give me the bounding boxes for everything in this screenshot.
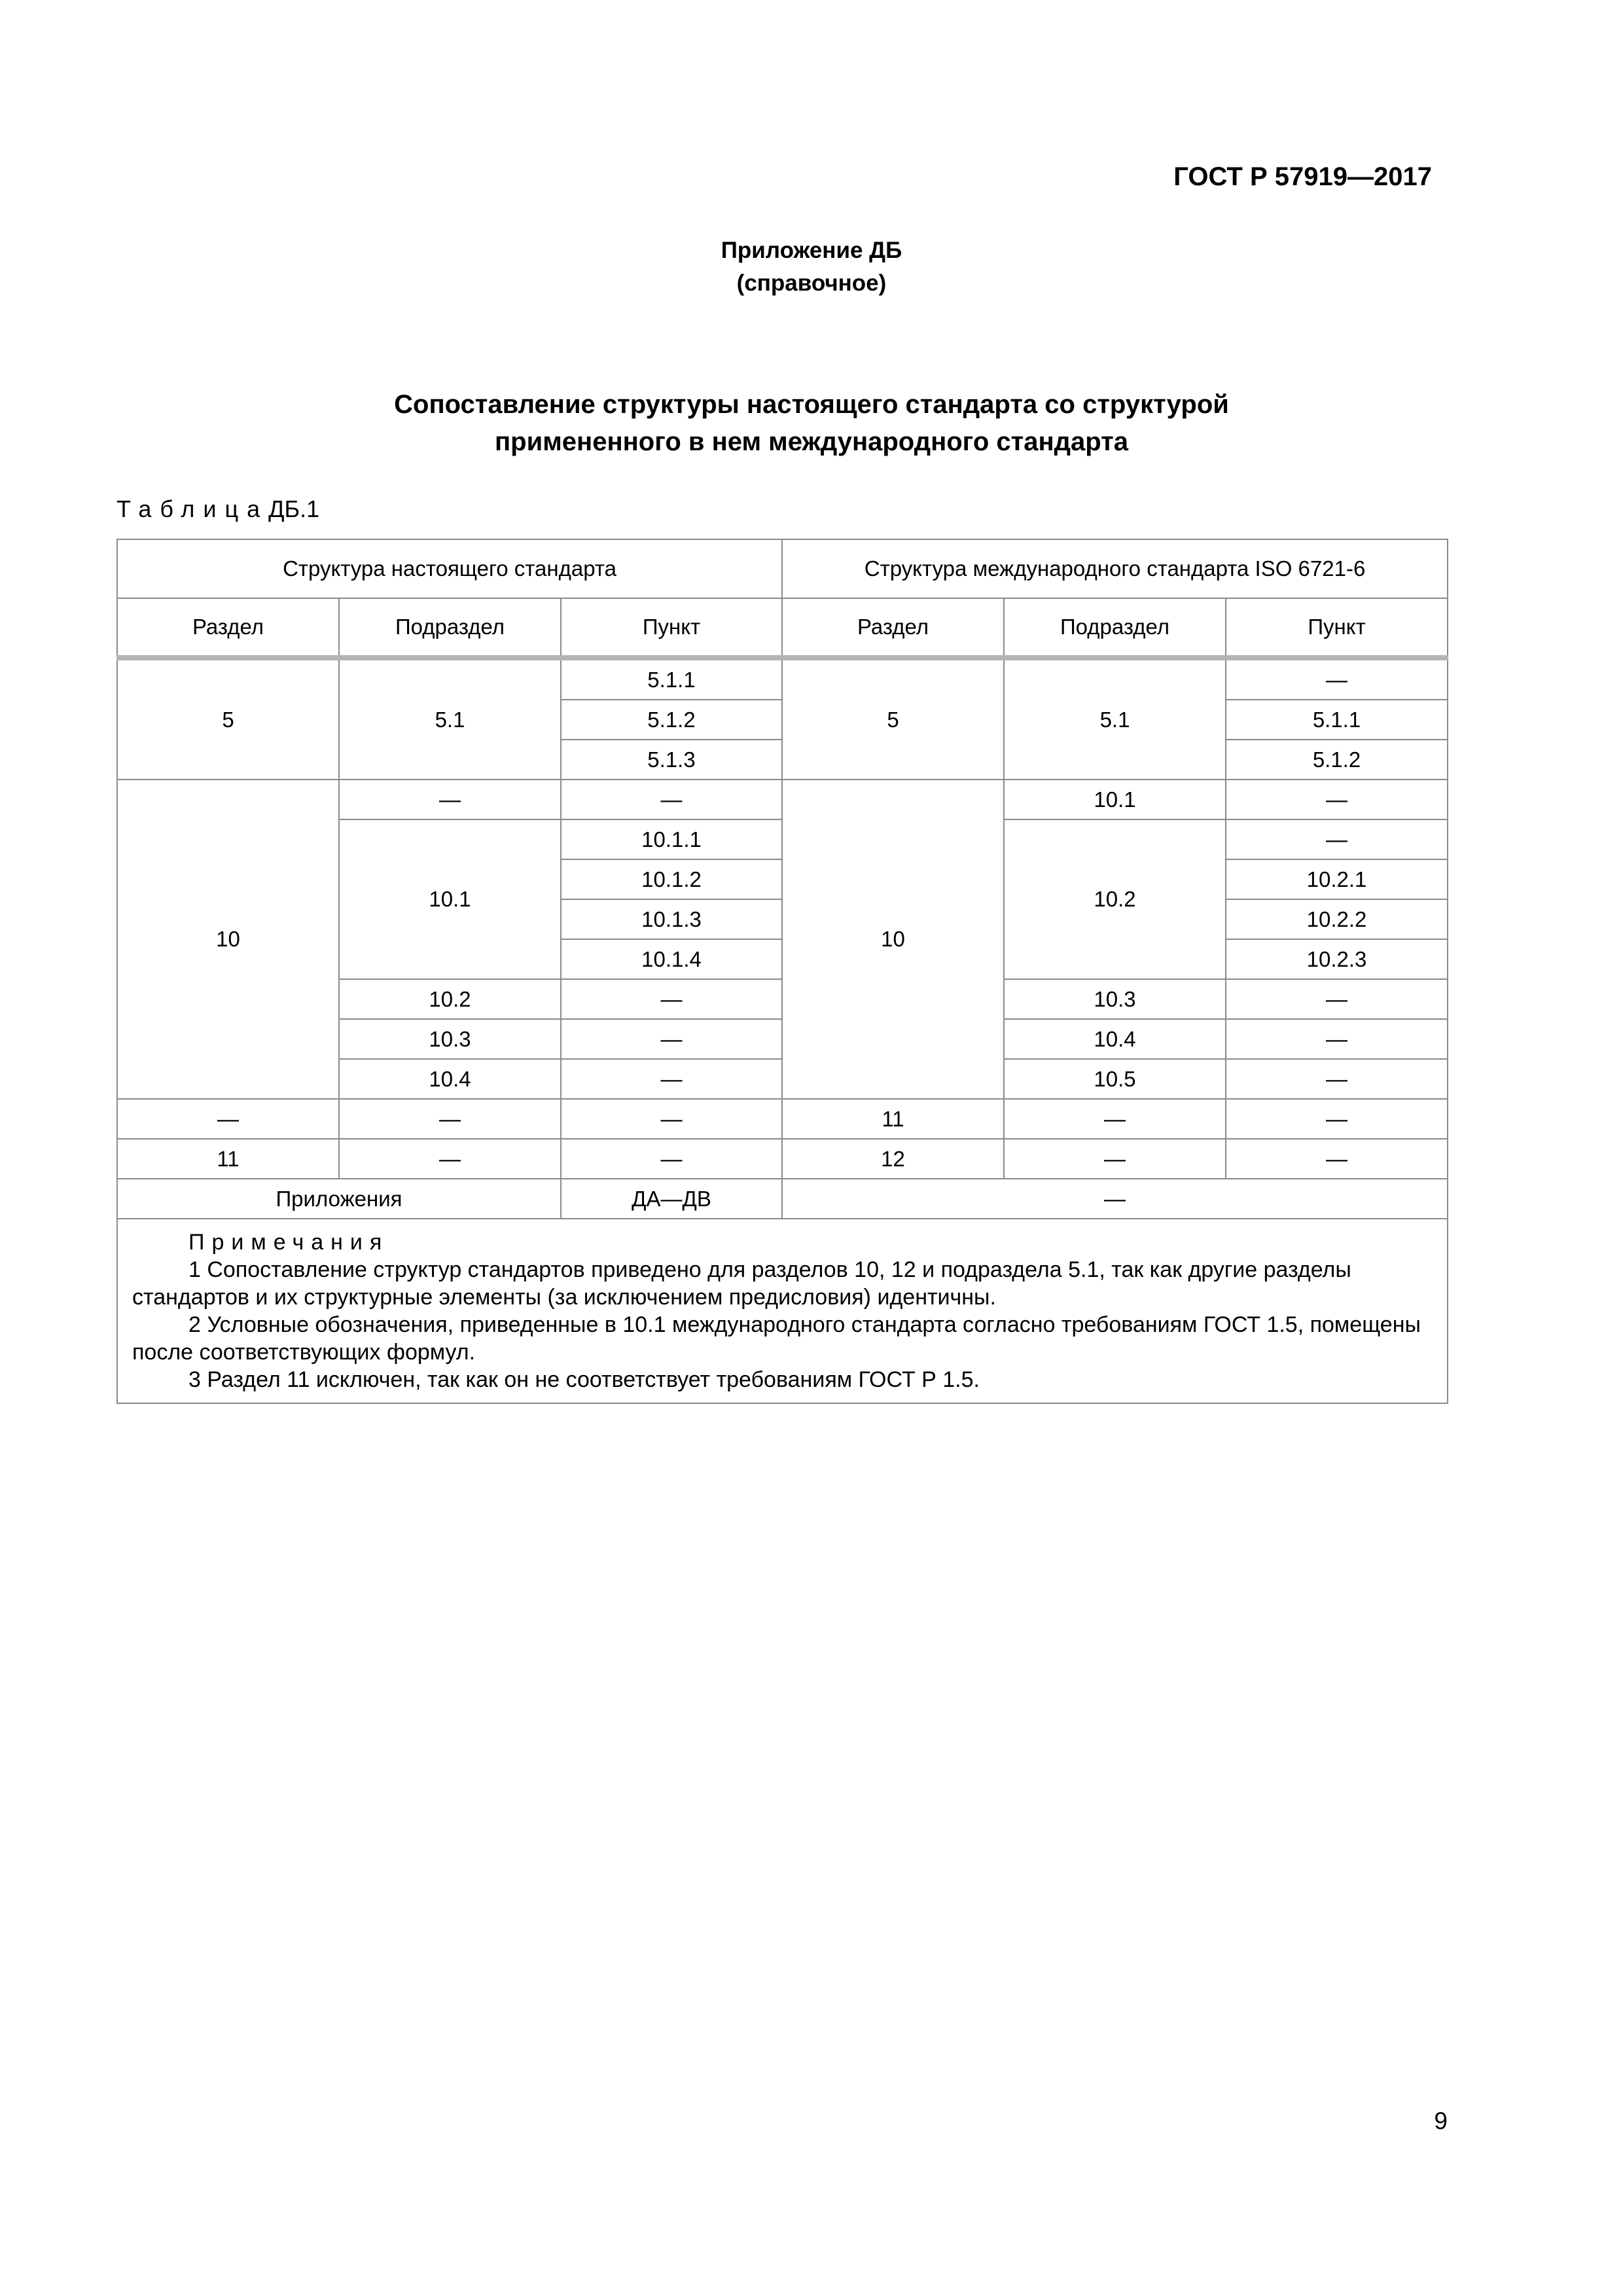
table-row-appendices — [117, 1179, 1448, 1219]
page-number: 9 — [1434, 2108, 1448, 2134]
table-notes — [117, 1219, 1448, 1403]
table-cell: — — [339, 1099, 561, 1139]
document-number: ГОСТ Р 57919—2017 — [1173, 162, 1432, 191]
table-cell: 5.1.3 — [561, 740, 782, 780]
annex-title: Приложение ДБ — [721, 238, 902, 263]
table-cell: — — [1226, 1139, 1448, 1179]
table-cell: — — [1226, 658, 1448, 700]
table-cell: 10.1.2 — [561, 859, 782, 899]
table-cell: 10.1.1 — [561, 819, 782, 859]
table-cell: — — [561, 979, 782, 1019]
table-cell: 10.1 — [339, 819, 561, 979]
column-header-section: Раздел — [117, 598, 339, 658]
appendices-label: Приложения — [117, 1179, 561, 1219]
column-header-subsection: Подраздел — [339, 598, 561, 658]
table-cell: 10.1.4 — [561, 939, 782, 979]
table-cell: — — [561, 1139, 782, 1179]
table-cell: — — [561, 1019, 782, 1059]
table-row — [117, 658, 1448, 700]
table-cell: 5.1.2 — [561, 700, 782, 740]
table-label — [116, 495, 319, 523]
table-row — [117, 1099, 1448, 1139]
table-cell: 10.3 — [1004, 979, 1226, 1019]
table-cell: — — [339, 1139, 561, 1179]
table-row — [117, 780, 1448, 819]
table-cell: 5.1 — [339, 658, 561, 780]
annex-heading — [0, 234, 1623, 300]
section-title-line-1: Сопоставление структуры настоящего стандарта со структурой — [394, 390, 1229, 419]
table-cell: — — [1226, 1059, 1448, 1099]
table-cell: 10.1 — [1004, 780, 1226, 819]
table-cell: 10.2.1 — [1226, 859, 1448, 899]
annex-subtitle: (справочное) — [736, 270, 887, 296]
group-header-international: Структура международного стандарта ISO 6721-6 — [782, 539, 1448, 598]
table-cell: — — [1226, 1019, 1448, 1059]
column-header-clause: Пункт — [561, 598, 782, 658]
table-cell: 11 — [782, 1099, 1004, 1139]
note-item: 2 Условные обозначения, приведенные в 10.1 международного стандарта согласно требованиям ГОСТ 1.5, помещены после соответствующих формул. — [132, 1312, 1421, 1365]
notes-heading: Примечания — [188, 1230, 389, 1255]
appendices-value: ДА—ДВ — [561, 1179, 782, 1219]
table-row — [117, 1139, 1448, 1179]
table-cell: 10 — [117, 780, 339, 1099]
appendices-international: — — [782, 1179, 1448, 1219]
table-cell: 10.4 — [1004, 1019, 1226, 1059]
table-cell: — — [1226, 780, 1448, 819]
table-cell: 10.3 — [339, 1019, 561, 1059]
table-cell: 12 — [782, 1139, 1004, 1179]
table-label-prefix: Таблица — [116, 495, 269, 522]
table-cell: 10.2 — [1004, 819, 1226, 979]
table-cell: — — [1004, 1099, 1226, 1139]
note-item: 1 Сопоставление структур стандартов приведено для разделов 10, 12 и подраздела 5.1, так как другие разделы стандартов и их структурные элементы (за исключением предисловия) идентичны. — [132, 1257, 1351, 1310]
table-cell: 5.1.2 — [1226, 740, 1448, 780]
table-cell: 10.5 — [1004, 1059, 1226, 1099]
table-cell: — — [561, 1059, 782, 1099]
section-title-line-2: примененного в нем международного стандарта — [495, 427, 1128, 456]
table-cell: 11 — [117, 1139, 339, 1179]
table-cell: — — [561, 780, 782, 819]
table-cell: — — [117, 1099, 339, 1139]
table-cell: — — [1226, 979, 1448, 1019]
table-cell: — — [1004, 1139, 1226, 1179]
table-label-number: ДБ.1 — [268, 495, 320, 522]
table-cell: — — [339, 780, 561, 819]
table-group-header-row — [117, 539, 1448, 598]
table-cell: 10.1.3 — [561, 899, 782, 939]
table-cell: — — [1226, 1099, 1448, 1139]
table-cell: 5 — [782, 658, 1004, 780]
note-item: 3 Раздел 11 исключен, так как он не соответствует требованиям ГОСТ Р 1.5. — [188, 1367, 980, 1392]
table-cell: 10.2.2 — [1226, 899, 1448, 939]
table-cell: 10.2 — [339, 979, 561, 1019]
column-header-section: Раздел — [782, 598, 1004, 658]
table-cell: 5.1.1 — [1226, 700, 1448, 740]
table-cell: 10.4 — [339, 1059, 561, 1099]
table-cell: 10 — [782, 780, 1004, 1099]
table-cell: — — [561, 1099, 782, 1139]
table-cell: — — [1226, 819, 1448, 859]
table-notes-row — [117, 1219, 1448, 1403]
column-header-subsection: Подраздел — [1004, 598, 1226, 658]
group-header-current: Структура настоящего стандарта — [117, 539, 782, 598]
table-cell: 5 — [117, 658, 339, 780]
table-column-header-row — [117, 598, 1448, 658]
section-title — [0, 386, 1623, 461]
table-cell: 5.1.1 — [561, 658, 782, 700]
table-cell: 10.2.3 — [1226, 939, 1448, 979]
table-cell: 5.1 — [1004, 658, 1226, 780]
column-header-clause: Пункт — [1226, 598, 1448, 658]
structure-comparison-table — [116, 539, 1448, 1404]
